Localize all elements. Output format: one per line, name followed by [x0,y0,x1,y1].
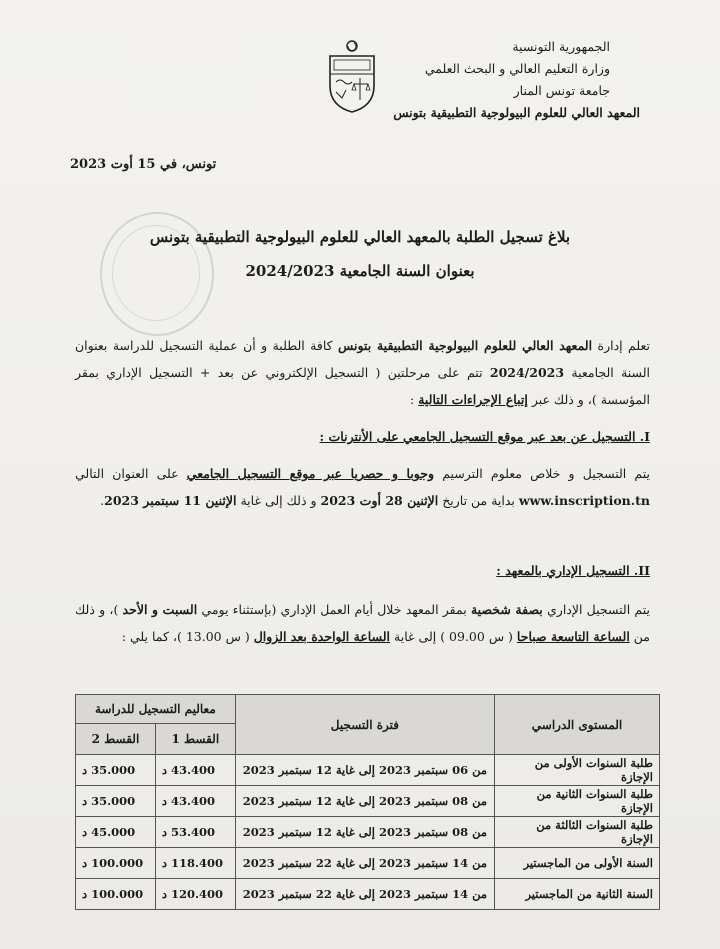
cell-period: من 08 سبتمبر 2023 إلى غاية 12 سبتمبر 2023 [235,817,494,848]
header-fees: معاليم التسجيل للدراسة [76,695,236,724]
header-level: المستوى الدراسي [495,695,660,755]
header-installment-1: القسط 1 [155,724,235,755]
closing-hour: الساعة الواحدة بعد الزوال [253,629,391,644]
tunisia-coat-of-arms-icon [326,38,378,114]
opening-hour: الساعة التاسعة صباحا [516,629,630,644]
letterhead-university: جامعة تونس المنار [513,83,610,98]
section-text: و ذلك إلى غاية [236,493,321,508]
cell-period: من 14 سبتمبر 2023 إلى غاية 22 سبتمبر 2023 [235,848,494,879]
header-installment-2: القسط 2 [76,724,156,755]
section-online-heading: I. التسجيل عن بعد عبر موقع التسجيل الجامعي على الأنترنات : [319,429,650,444]
section-text: ( س 09.00 ) إلى غاية [390,629,517,644]
intro-institute: المعهد العالي للعلوم البيولوجية التطبيقية بتونس [338,338,593,353]
end-date: الإثنين 11 سبتمبر 2023 [104,493,237,508]
intro-text: كافة الطلبة و أن عملية التسجيل للدراسة بعنوان السنة الجامعية [75,338,650,380]
announcement-title: بلاغ تسجيل الطلبة بالمعهد العالي للعلوم البيولوجية التطبيقية بتونس [149,228,571,246]
table-row [76,848,660,879]
section-admin-heading: II. التسجيل الإداري بالمعهد : [496,563,650,578]
section-text: بمقر المعهد خلال أيام العمل الإداري (بإستثناء يومي [197,602,471,617]
section-emphasis: وجوبا و حصريا عبر موقع التسجيل الجامعي [186,466,435,481]
section-text: بداية من تاريخ [438,493,519,508]
letterhead-institute: المعهد العالي للعلوم البيولوجية التطبيقية بتونس [393,105,640,120]
cell-installment-2: 45.000 د [76,817,156,848]
section-online-paragraph [75,460,650,514]
intro-procedures: إتباع الإجراءات التالية [418,392,528,407]
cell-installment-2: 100.000 د [76,879,156,910]
section-text: يتم التسجيل الإداري [542,602,650,617]
header-period: فترة التسجيل [235,695,494,755]
weekend-days: السبت و الأحد [122,602,198,617]
intro-text: تتم على مرحلتين ( التسجيل الإلكتروني عن بعد + التسجيل الإداري بمقر المؤسسة )، و ذلك عبر [75,365,650,407]
registration-url-link[interactable]: www.inscription.tn [518,493,650,508]
letterhead-republic: الجمهورية التونسية [512,39,610,54]
cell-installment-1: 43.400 د [155,755,235,786]
cell-level: السنة الأولى من الماجستير [495,848,660,879]
cell-installment-1: 118.400 د [155,848,235,879]
cell-installment-2: 35.000 د [76,786,156,817]
table-row [76,879,660,910]
academic-year-subtitle: بعنوان السنة الجامعية 2024/2023 [245,262,475,280]
start-date: الإثنين 28 أوت 2023 [320,493,439,508]
document-date: تونس، في 15 أوت 2023 [70,157,217,172]
letterhead-ministry: وزارة التعليم العالي و البحث العلمي [424,61,610,76]
cell-installment-2: 100.000 د [76,848,156,879]
cell-installment-1: 43.400 د [155,786,235,817]
table-row [76,817,660,848]
cell-period: من 14 سبتمبر 2023 إلى غاية 22 سبتمبر 2023 [235,879,494,910]
intro-text: : [410,392,419,407]
cell-level: طلبة السنوات الثالثة من الإجازة [495,817,660,848]
section-text: يتم التسجيل و خلاص معلوم الترسيم [434,466,650,481]
cell-period: من 08 سبتمبر 2023 إلى غاية 12 سبتمبر 2023 [235,786,494,817]
cell-level: طلبة السنوات الثانية من الإجازة [495,786,660,817]
cell-level: السنة الثانية من الماجستير [495,879,660,910]
table-row [76,786,660,817]
section-text: على العنوان التالي [75,466,187,481]
cell-installment-2: 35.000 د [76,755,156,786]
section-text: )، و ذلك من [75,602,650,644]
cell-level: طلبة السنوات الأولى من الإجازة [495,755,660,786]
intro-paragraph [75,332,650,413]
section-text: . [100,493,105,508]
section-text: ( س 13.00 )، كما يلي : [121,629,254,644]
table-header-row [76,695,660,724]
intro-text: تعلم إدارة [592,338,651,353]
registration-fees-table [75,694,660,910]
cell-installment-1: 120.400 د [155,879,235,910]
cell-period: من 06 سبتمبر 2023 إلى غاية 12 سبتمبر 2023 [235,755,494,786]
intro-year: 2024/2023 [489,365,565,380]
table-row [76,755,660,786]
section-emphasis: بصفة شخصية [470,602,543,617]
cell-installment-1: 53.400 د [155,817,235,848]
section-admin-paragraph [75,596,650,650]
